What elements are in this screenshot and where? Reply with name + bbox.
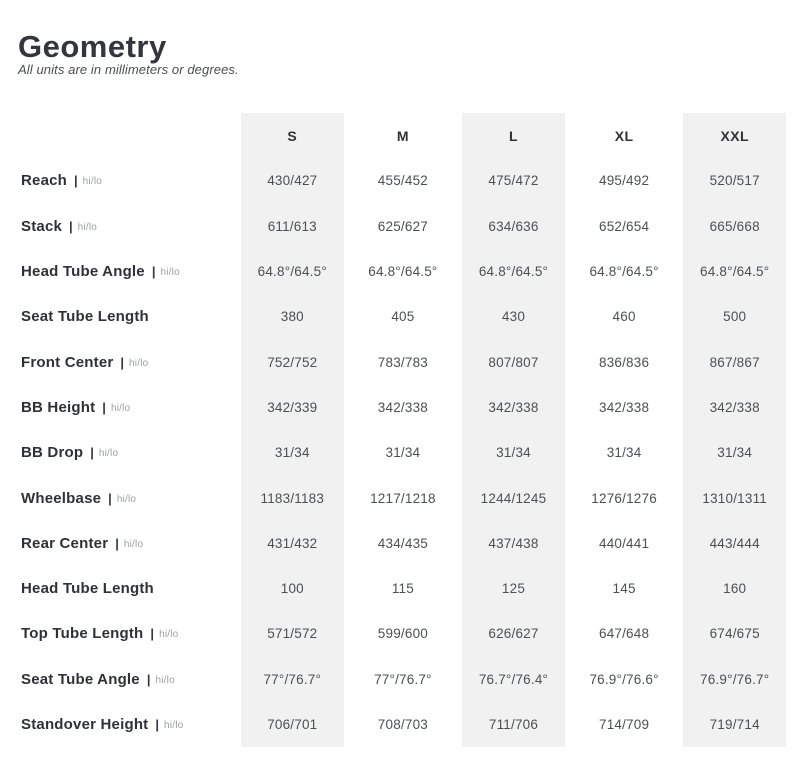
column-header-1: M xyxy=(396,127,409,144)
geometry-value: 1183/1183 xyxy=(241,475,344,520)
row-label-cell xyxy=(0,158,237,203)
geometry-value: 599/600 xyxy=(377,626,428,642)
geometry-value: 867/867 xyxy=(683,339,786,384)
geometry-value: 495/492 xyxy=(598,173,650,189)
geometry-value: 520/517 xyxy=(683,158,786,203)
geometry-value: 380 xyxy=(241,294,344,339)
table-row xyxy=(0,521,790,566)
label-separator: | xyxy=(69,218,73,234)
units-note: All units are in millimeters or degrees. xyxy=(18,62,239,77)
row-label: Top Tube Length xyxy=(21,625,144,643)
geometry-value: 145 xyxy=(612,581,636,597)
geometry-value: 783/783 xyxy=(377,354,428,370)
geometry-value: 160 xyxy=(683,566,786,611)
table-row xyxy=(0,158,790,203)
table-row xyxy=(0,430,790,475)
label-separator: | xyxy=(74,173,78,189)
label-separator: | xyxy=(120,354,125,370)
geometry-value: 431/432 xyxy=(241,521,344,566)
hilo-label: hi/lo xyxy=(116,493,137,505)
geometry-value: 719/714 xyxy=(683,702,786,747)
row-label-cell xyxy=(0,385,237,430)
geometry-value: 77°/76.7° xyxy=(374,671,432,687)
geometry-value: 674/675 xyxy=(683,611,786,656)
hilo-label: hi/lo xyxy=(82,176,103,188)
table-row xyxy=(0,204,790,249)
column-header-3: XL xyxy=(614,127,634,144)
label-separator: | xyxy=(115,535,119,551)
geometry-value: 31/34 xyxy=(683,430,786,475)
table-row xyxy=(0,611,790,656)
geometry-value: 440/441 xyxy=(598,535,650,551)
geometry-value: 405 xyxy=(391,309,415,325)
row-label: Standover Height xyxy=(21,716,149,733)
geometry-value: 64.8°/64.5° xyxy=(241,249,344,294)
geometry-value: 342/338 xyxy=(462,385,565,430)
table-row xyxy=(0,339,790,384)
geometry-value: 571/572 xyxy=(241,611,344,656)
geometry-value: 706/701 xyxy=(241,702,344,747)
hilo-label: hi/lo xyxy=(159,629,179,641)
row-label-cell xyxy=(0,339,237,384)
row-label: Seat Tube Length xyxy=(21,308,149,326)
hilo-label: hi/lo xyxy=(77,221,98,233)
geometry-value: 31/34 xyxy=(385,445,421,461)
label-separator: | xyxy=(102,399,106,415)
label-separator: | xyxy=(146,671,151,687)
table-row xyxy=(0,475,790,520)
geometry-value: 437/438 xyxy=(462,521,565,566)
geometry-value: 807/807 xyxy=(462,339,565,384)
geometry-value: 31/34 xyxy=(606,445,642,461)
row-label-cell xyxy=(0,702,237,747)
geometry-value: 752/752 xyxy=(241,339,344,384)
geometry-value: 714/709 xyxy=(598,717,650,732)
row-label-cell xyxy=(0,657,237,702)
hilo-label: hi/lo xyxy=(155,674,175,686)
label-separator: | xyxy=(90,445,94,461)
row-label: Head Tube Angle xyxy=(21,263,145,281)
geometry-value: 115 xyxy=(391,581,414,597)
label-separator: | xyxy=(150,626,155,642)
geometry-value: 1310/1311 xyxy=(683,475,786,520)
column-header-4: XXL xyxy=(683,113,786,158)
geometry-value: 76.9°/76.6° xyxy=(589,671,659,687)
geometry-table xyxy=(0,113,790,747)
geometry-value: 626/627 xyxy=(462,611,565,656)
geometry-value: 625/627 xyxy=(377,218,428,234)
geometry-value: 342/338 xyxy=(377,399,428,415)
geometry-value: 100 xyxy=(241,566,344,611)
geometry-value: 460 xyxy=(612,309,636,325)
geometry-value: 342/338 xyxy=(598,399,650,415)
row-label: Front Center xyxy=(21,353,114,371)
geometry-value: 443/444 xyxy=(683,521,786,566)
hilo-label: hi/lo xyxy=(160,267,180,279)
row-label: Head Tube Length xyxy=(21,580,154,598)
geometry-value: 652/654 xyxy=(598,218,650,234)
row-label-cell xyxy=(0,566,237,611)
table-header-row xyxy=(0,113,790,158)
geometry-value: 1217/1218 xyxy=(370,490,436,506)
header-spacer xyxy=(0,113,237,158)
geometry-value: 434/435 xyxy=(377,535,428,551)
table-row xyxy=(0,566,790,611)
geometry-value: 64.8°/64.5° xyxy=(368,264,438,280)
geometry-value: 125 xyxy=(462,566,565,611)
geometry-value: 31/34 xyxy=(241,430,344,475)
table-row xyxy=(0,249,790,294)
row-label: BB Drop xyxy=(21,444,84,462)
hilo-label: hi/lo xyxy=(110,402,131,414)
geometry-value: 430 xyxy=(462,294,565,339)
row-label: Seat Tube Angle xyxy=(21,670,140,688)
geometry-value: 1244/1245 xyxy=(462,475,565,520)
row-label: Stack xyxy=(21,217,63,235)
table-row xyxy=(0,294,790,339)
row-label-cell xyxy=(0,611,237,656)
geometry-value: 647/648 xyxy=(598,626,650,642)
geometry-value: 430/427 xyxy=(241,158,344,203)
hilo-label: hi/lo xyxy=(164,720,184,731)
column-header-2: L xyxy=(462,113,565,158)
row-label: Rear Center xyxy=(21,534,109,552)
hilo-label: hi/lo xyxy=(129,357,149,369)
geometry-value: 31/34 xyxy=(462,430,565,475)
geometry-value: 665/668 xyxy=(683,204,786,249)
label-separator: | xyxy=(108,490,112,506)
hilo-label: hi/lo xyxy=(123,538,144,550)
row-label-cell xyxy=(0,204,237,249)
geometry-value: 76.7°/76.4° xyxy=(462,657,565,702)
geometry-value: 455/452 xyxy=(377,173,428,189)
geometry-value: 76.9°/76.7° xyxy=(683,657,786,702)
geometry-value: 475/472 xyxy=(462,158,565,203)
table-row xyxy=(0,657,790,702)
geometry-value: 342/338 xyxy=(683,385,786,430)
geometry-value: 500 xyxy=(683,294,786,339)
row-label-cell xyxy=(0,430,237,475)
row-label: BB Height xyxy=(21,398,96,416)
geometry-value: 64.8°/64.5° xyxy=(462,249,565,294)
table-row xyxy=(0,385,790,430)
geometry-value: 711/706 xyxy=(462,702,565,747)
geometry-value: 77°/76.7° xyxy=(241,657,344,702)
geometry-value: 64.8°/64.5° xyxy=(683,249,786,294)
geometry-value: 1276/1276 xyxy=(591,490,657,506)
label-separator: | xyxy=(151,264,156,280)
label-separator: | xyxy=(155,717,160,732)
row-label-cell xyxy=(0,249,237,294)
table-row xyxy=(0,702,790,747)
row-label-cell xyxy=(0,521,237,566)
geometry-value: 836/836 xyxy=(598,354,650,370)
page-title: Geometry xyxy=(18,28,167,64)
row-label: Wheelbase xyxy=(21,489,102,507)
column-header-0: S xyxy=(241,113,344,158)
geometry-value: 634/636 xyxy=(462,204,565,249)
geometry-value: 611/613 xyxy=(241,204,344,249)
geometry-value: 708/703 xyxy=(377,717,428,732)
geometry-value: 64.8°/64.5° xyxy=(589,264,659,280)
hilo-label: hi/lo xyxy=(98,448,119,460)
row-label: Reach xyxy=(21,172,68,190)
row-label-cell xyxy=(0,475,237,520)
row-label-cell xyxy=(0,294,237,339)
geometry-value: 342/339 xyxy=(241,385,344,430)
